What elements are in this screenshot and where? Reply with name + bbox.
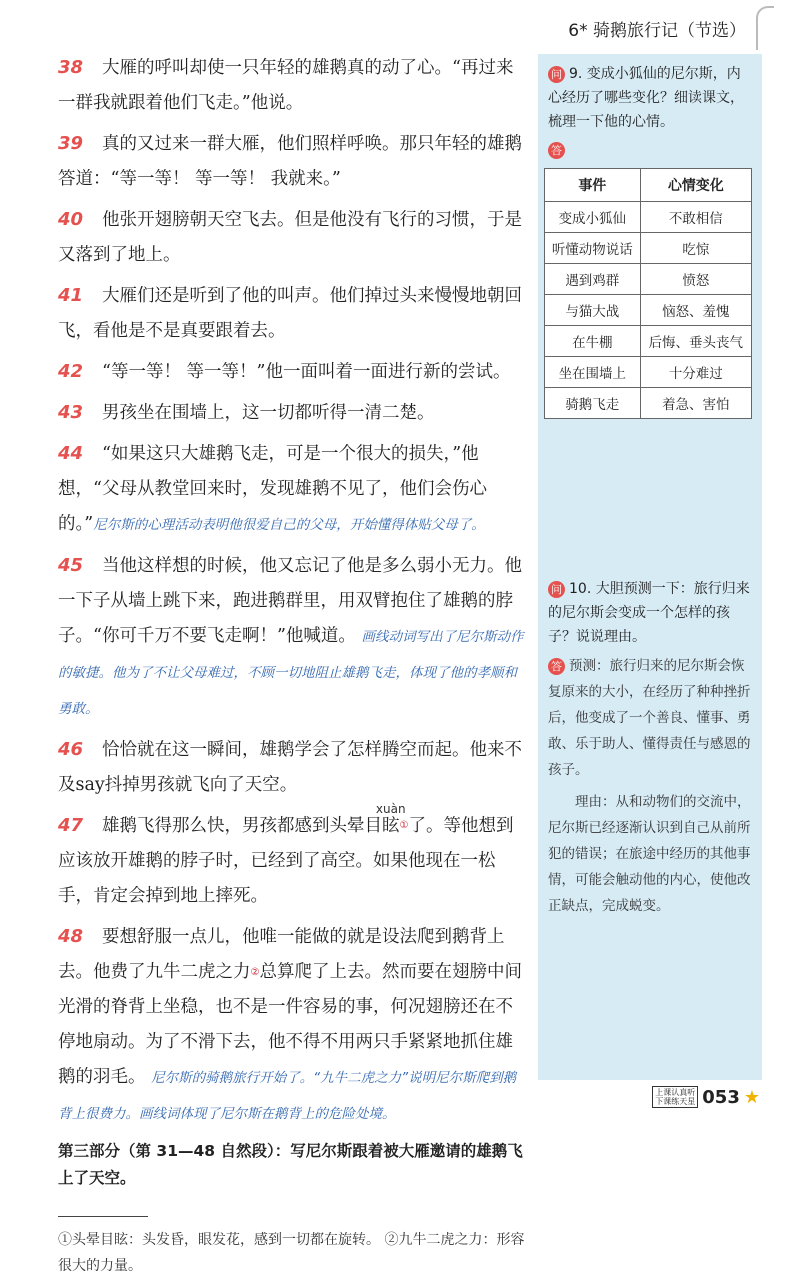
page-header-title: 6* 骑鹅旅行记（节选） bbox=[568, 21, 746, 41]
paragraph-47 bbox=[58, 802, 528, 914]
table-header: 事件 bbox=[545, 169, 641, 202]
table-cell: 不敢相信 bbox=[640, 202, 751, 233]
paragraph-number: 39 bbox=[58, 133, 84, 154]
star-icon: ★ bbox=[743, 1086, 760, 1108]
paragraph-number: 45 bbox=[58, 555, 84, 576]
page-tag-line: 下课练天星 bbox=[655, 1097, 696, 1106]
table-cell: 变成小狐仙 bbox=[545, 202, 641, 233]
table-cell: 十分难过 bbox=[640, 357, 751, 388]
main-text bbox=[58, 50, 528, 1279]
footnote-divider bbox=[58, 1216, 148, 1217]
table-cell: 在牛棚 bbox=[545, 326, 641, 357]
table-cell: 骑鹅飞走 bbox=[545, 388, 641, 419]
table-row bbox=[545, 388, 752, 419]
answer-text: 预测：旅行归来的尼尔斯会恢复原来的大小，在经历了种种挫折后，他变成了一个善良、懂事、勇敢、乐于助人、懂得责任与感恩的孩子。 bbox=[548, 658, 751, 778]
paragraph-number: 40 bbox=[58, 209, 84, 230]
table-cell: 听懂动物说话 bbox=[545, 233, 641, 264]
summary-label: 第三部分 bbox=[58, 1142, 121, 1160]
paragraph-text: “如果这只大雄鹅飞走，可是一个很大的损失，”他想，“父母从教堂回来时，发现雄鹅不见了，他们会伤心的。” bbox=[58, 444, 487, 534]
paragraph-38 bbox=[58, 50, 528, 121]
page-tag-line: 上课认真听 bbox=[655, 1088, 696, 1097]
answer-10-prediction bbox=[538, 649, 762, 783]
question-text: 9. 变成小狐仙的尼尔斯，内心经历了哪些变化？细读课文，梳理一下他的心情。 bbox=[548, 66, 744, 130]
pinyin-ruby bbox=[375, 802, 406, 844]
paragraph-39 bbox=[58, 126, 528, 197]
page-number: 053 bbox=[702, 1086, 740, 1108]
paragraph-number: 42 bbox=[58, 361, 84, 382]
page-number-box bbox=[652, 1086, 760, 1108]
footnote-marker: ② bbox=[250, 967, 260, 978]
paragraph-text: 他张开翅膀朝天空飞去。但是他没有飞行的习惯，于是又落到了地上。 bbox=[58, 210, 522, 265]
paragraph-number: 44 bbox=[58, 443, 84, 464]
question-10 bbox=[538, 569, 762, 649]
table-cell: 遇到鸡群 bbox=[545, 264, 641, 295]
question-text: 10. 大胆预测一下：旅行归来的尼尔斯会变成一个怎样的孩子？说说理由。 bbox=[548, 581, 750, 645]
paragraph-number: 47 bbox=[58, 815, 84, 836]
answer-10-reason: 理由：从和动物们的交流中，尼尔斯已经逐渐认识到自己从前所犯的错误；在旅途中经历的其他事情，可能会触动他的内心，使他改正缺点，完成蜕变。 bbox=[548, 794, 751, 914]
paragraph-43 bbox=[58, 395, 528, 431]
table-row bbox=[545, 264, 752, 295]
paragraph-48 bbox=[58, 919, 528, 1132]
table-header: 心情变化 bbox=[640, 169, 751, 202]
paragraph-text: 真的又过来一群大雁，他们照样呼唤。那只年轻的雄鹅答道：“等一等！ 等一等！ 我就来。” bbox=[58, 134, 522, 189]
question-badge: 问 bbox=[548, 581, 565, 598]
paragraph-text: 总算爬了上去。然而要在翅膀中间光滑的脊背上坐稳，也不是一件容易的事，何况翅膀还在不停地扇动。为了不滑下去，他不得不用两只手紧紧地抓住雄鹅的羽毛。 bbox=[58, 962, 522, 1087]
mood-table bbox=[544, 168, 752, 419]
table-cell: 着急、害怕 bbox=[640, 388, 751, 419]
paragraph-41 bbox=[58, 278, 528, 349]
paragraph-number: 41 bbox=[58, 285, 84, 306]
paragraph-46 bbox=[58, 732, 528, 803]
paragraph-text: 大雁的呼叫却使一只年轻的雄鹅真的动了心。“再过来一群我就跟着他们飞走。”他说。 bbox=[58, 58, 514, 113]
footnotes: ①头晕目眩：头发昏，眼发花，感到一切都在旋转。 ②九牛二虎之力：形容很大的力量。 bbox=[58, 1232, 525, 1274]
paragraph-text: 男孩坐在围墙上，这一切都听得一清二楚。 bbox=[102, 403, 435, 423]
paragraph-45 bbox=[58, 548, 528, 727]
table-cell: 恼怒、羞愧 bbox=[640, 295, 751, 326]
paragraph-text: 雄鹅飞得那么快，男孩都感到头晕目 bbox=[102, 816, 382, 836]
paragraph-40 bbox=[58, 202, 528, 273]
paragraph-text: “等一等！ 等一等！”他一面叫着一面进行新的尝试。 bbox=[102, 362, 511, 382]
answer-badge: 答 bbox=[548, 142, 565, 159]
paragraph-text: 了。等他想到应该放开雄鹅的脖子时，已经到了高空。如果他现在一松手，肯定会掉到地上摔死。 bbox=[58, 816, 514, 906]
sidebar-panel bbox=[538, 54, 762, 1080]
paragraph-text: 当他这样想的时候，他又忘记了他是多么弱小无力。他一下子从墙上跳下来，跑进鹅群里，用双臂抱住了雄鹅的脖子。“你可千万不要飞走啊！”他喊道。 bbox=[58, 556, 522, 646]
section-summary bbox=[58, 1138, 528, 1192]
table-row bbox=[545, 357, 752, 388]
paragraph-number: 48 bbox=[58, 926, 84, 947]
paragraph-text: 大雁们还是听到了他的叫声。他们掉过头来慢慢地朝回飞，看他是不是真要跟着去。 bbox=[58, 286, 522, 341]
table-cell: 愤怒 bbox=[640, 264, 751, 295]
ruby-pinyin: xuàn bbox=[375, 802, 406, 816]
answer-badge: 答 bbox=[548, 658, 565, 675]
table-cell: 与猫大战 bbox=[545, 295, 641, 326]
table-cell: 吃惊 bbox=[640, 233, 751, 264]
table-row bbox=[545, 202, 752, 233]
summary-text: 写尼尔斯跟着被大雁邀请的雄鹅飞上了天空。 bbox=[58, 1142, 523, 1187]
table-row bbox=[545, 295, 752, 326]
paragraph-text: 要想舒服一点儿，他唯一能做的就是设法爬到鹅背上去。他费了九牛二虎之力 bbox=[58, 927, 505, 982]
paragraph-number: 38 bbox=[58, 57, 84, 78]
annotation-note: 尼尔斯的心理活动表明他很爱自己的父母，开始懂得体贴父母了。 bbox=[93, 517, 485, 533]
annotation-note: 画线动词写出了尼尔斯动作的敏捷。他为了不让父母难过，不顾一切地阻止雄鹅飞走，体现了他的孝顺和勇敢。 bbox=[58, 629, 524, 717]
page-corner-decoration bbox=[756, 6, 774, 50]
footnote-marker: ① bbox=[399, 820, 409, 831]
paragraph-42 bbox=[58, 354, 528, 390]
paragraph-44 bbox=[58, 436, 528, 543]
paragraph-text: 恰恰就在这一瞬间，雄鹅学会了怎样腾空而起。他来不及say抖掉男孩就飞向了天空。 bbox=[58, 740, 522, 795]
summary-range: （第 31—48 自然段）： bbox=[120, 1142, 291, 1160]
table-row bbox=[545, 233, 752, 264]
answer-9 bbox=[538, 134, 762, 162]
paragraph-number: 43 bbox=[58, 402, 84, 423]
question-badge: 问 bbox=[548, 66, 565, 83]
table-row bbox=[545, 326, 752, 357]
page-tag bbox=[652, 1086, 698, 1108]
table-cell: 后悔、垂头丧气 bbox=[640, 326, 751, 357]
table-cell: 坐在围墙上 bbox=[545, 357, 641, 388]
paragraph-number: 46 bbox=[58, 739, 84, 760]
question-9 bbox=[538, 54, 762, 134]
ruby-char: 眩 bbox=[382, 816, 400, 836]
annotation-note: 尼尔斯的骑鹅旅行开始了。“九牛二虎之力”说明尼尔斯爬到鹅背上很费力。画线词体现了尼尔斯在鹅背上的危险处境。 bbox=[58, 1070, 517, 1122]
